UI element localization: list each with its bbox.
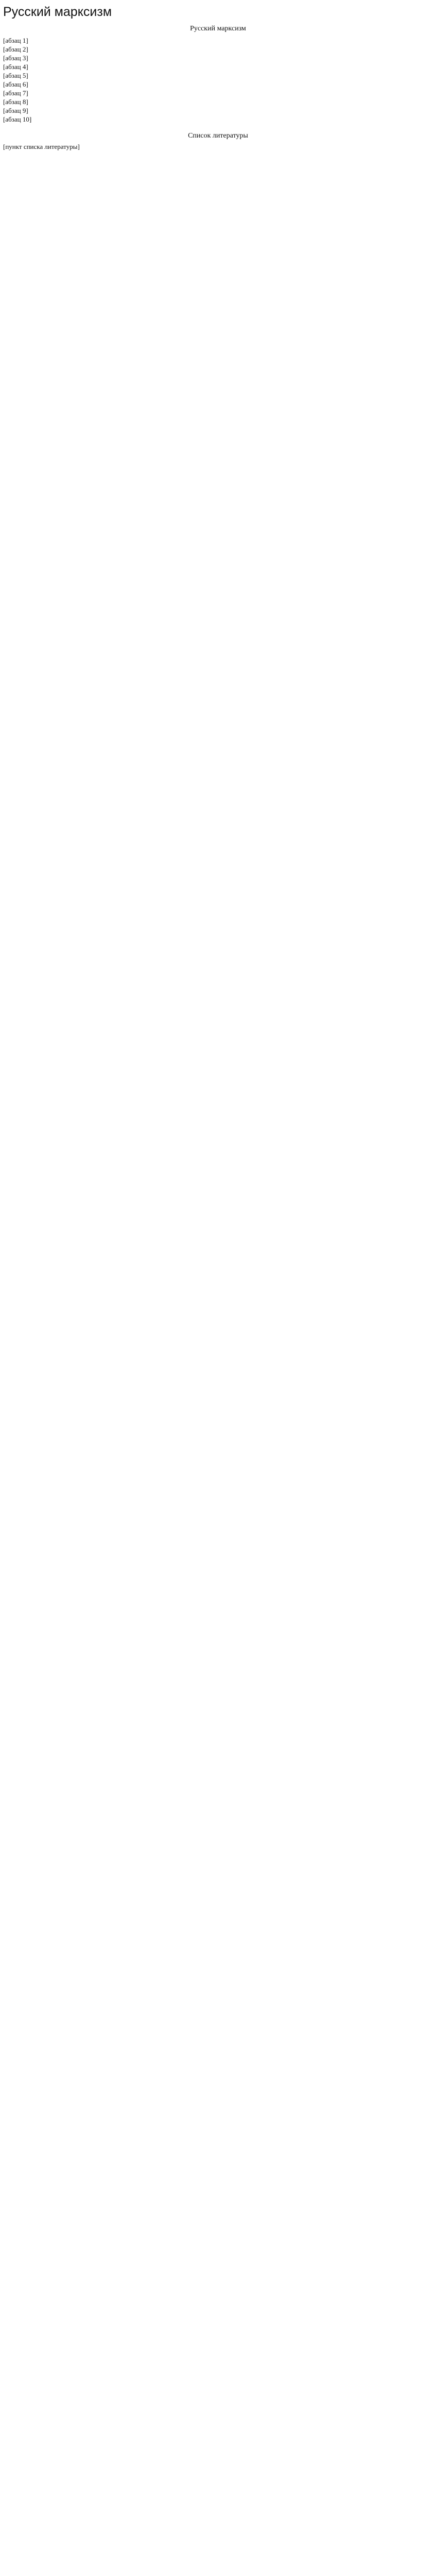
article-paragraph: [абзац 8]: [3, 98, 28, 106]
article-body: [3, 36, 433, 124]
article-paragraph: [абзац 5]: [3, 72, 28, 79]
article-paragraph: [абзац 9]: [3, 107, 28, 114]
references-title: Список литературы: [188, 132, 248, 140]
page-title: Русский марксизм: [3, 5, 112, 19]
reference-item: [пункт списка литературы]: [3, 143, 80, 150]
article-paragraph: [абзац 10]: [3, 115, 32, 123]
article-paragraph: [абзац 1]: [3, 37, 28, 44]
article-subtitle: Русский марксизм: [190, 25, 246, 32]
article-paragraph: [абзац 3]: [3, 54, 28, 62]
references-list: [3, 142, 433, 151]
article-paragraph: [абзац 6]: [3, 80, 28, 88]
article-paragraph: [абзац 2]: [3, 45, 28, 53]
article-paragraph: [абзац 4]: [3, 63, 28, 71]
document-page: [0, 0, 436, 154]
article-paragraph: [абзац 7]: [3, 89, 28, 97]
